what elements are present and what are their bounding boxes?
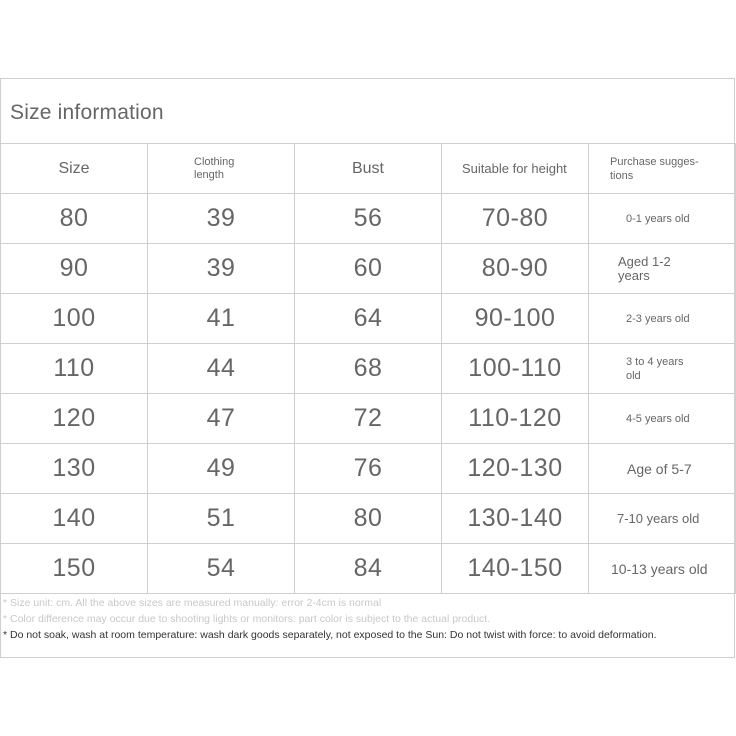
cell-height: 90-100 (442, 294, 589, 344)
cell-size: 90 (1, 244, 148, 294)
cell-age: 4-5 years old (589, 394, 736, 444)
cell-size: 150 (1, 544, 148, 594)
header-purchase-suggestions: Purchase sugges- tions (589, 144, 736, 194)
cell-age: 7-10 years old (589, 494, 736, 544)
cell-size: 140 (1, 494, 148, 544)
cell-length: 44 (148, 344, 295, 394)
size-table (0, 143, 736, 594)
table-header-row (1, 144, 736, 194)
header-height: Suitable for height (442, 144, 589, 194)
cell-length: 51 (148, 494, 295, 544)
table-row (1, 444, 736, 494)
table-row (1, 494, 736, 544)
cell-bust: 72 (295, 394, 442, 444)
cell-length: 47 (148, 394, 295, 444)
cell-height: 130-140 (442, 494, 589, 544)
table-row (1, 394, 736, 444)
cell-bust: 80 (295, 494, 442, 544)
cell-age: Age of 5-7 (589, 444, 736, 494)
cell-length: 39 (148, 194, 295, 244)
cell-length: 41 (148, 294, 295, 344)
cell-age-text: Aged 1-2 years (618, 253, 671, 283)
table-row (1, 244, 736, 294)
header-bust: Bust (295, 144, 442, 194)
cell-length: 39 (148, 244, 295, 294)
footnotes (3, 595, 733, 643)
footnote-size-unit: * Size unit: cm. All the above sizes are measured manually: error 2-4cm is normal (3, 597, 382, 609)
size-chart-card (0, 78, 735, 658)
cell-bust: 64 (295, 294, 442, 344)
table-row (1, 344, 736, 394)
cell-bust: 56 (295, 194, 442, 244)
cell-size: 80 (1, 194, 148, 244)
footnote-color-difference: * Color difference may occur due to shooting lights or monitors: part color is subject to the actual product. (3, 613, 491, 625)
cell-height: 120-130 (442, 444, 589, 494)
cell-size: 100 (1, 294, 148, 344)
cell-bust: 84 (295, 544, 442, 594)
cell-size: 120 (1, 394, 148, 444)
cell-height: 110-120 (442, 394, 589, 444)
cell-size: 130 (1, 444, 148, 494)
cell-height: 70-80 (442, 194, 589, 244)
cell-age: 2-3 years old (589, 294, 736, 344)
cell-age: 10-13 years old (589, 544, 736, 594)
table-row (1, 544, 736, 594)
size-chart-title: Size information (10, 101, 164, 124)
header-size: Size (1, 144, 148, 194)
cell-bust: 76 (295, 444, 442, 494)
cell-height: 80-90 (442, 244, 589, 294)
cell-size: 110 (1, 344, 148, 394)
cell-age-text: 3 to 4 years old (626, 355, 684, 382)
table-row (1, 194, 736, 244)
cell-bust: 60 (295, 244, 442, 294)
cell-age: 0-1 years old (589, 194, 736, 244)
cell-height: 100-110 (442, 344, 589, 394)
header-clothing-length: Clothing length (148, 144, 295, 194)
cell-age (589, 244, 736, 294)
table-row (1, 294, 736, 344)
footnote-washing: * Do not soak, wash at room temperature: wash dark goods separately, not exposed to the Sun: Do not twist with force: to avoid deformation. (3, 629, 657, 641)
cell-age (589, 344, 736, 394)
cell-length: 54 (148, 544, 295, 594)
cell-length: 49 (148, 444, 295, 494)
cell-height: 140-150 (442, 544, 589, 594)
cell-bust: 68 (295, 344, 442, 394)
